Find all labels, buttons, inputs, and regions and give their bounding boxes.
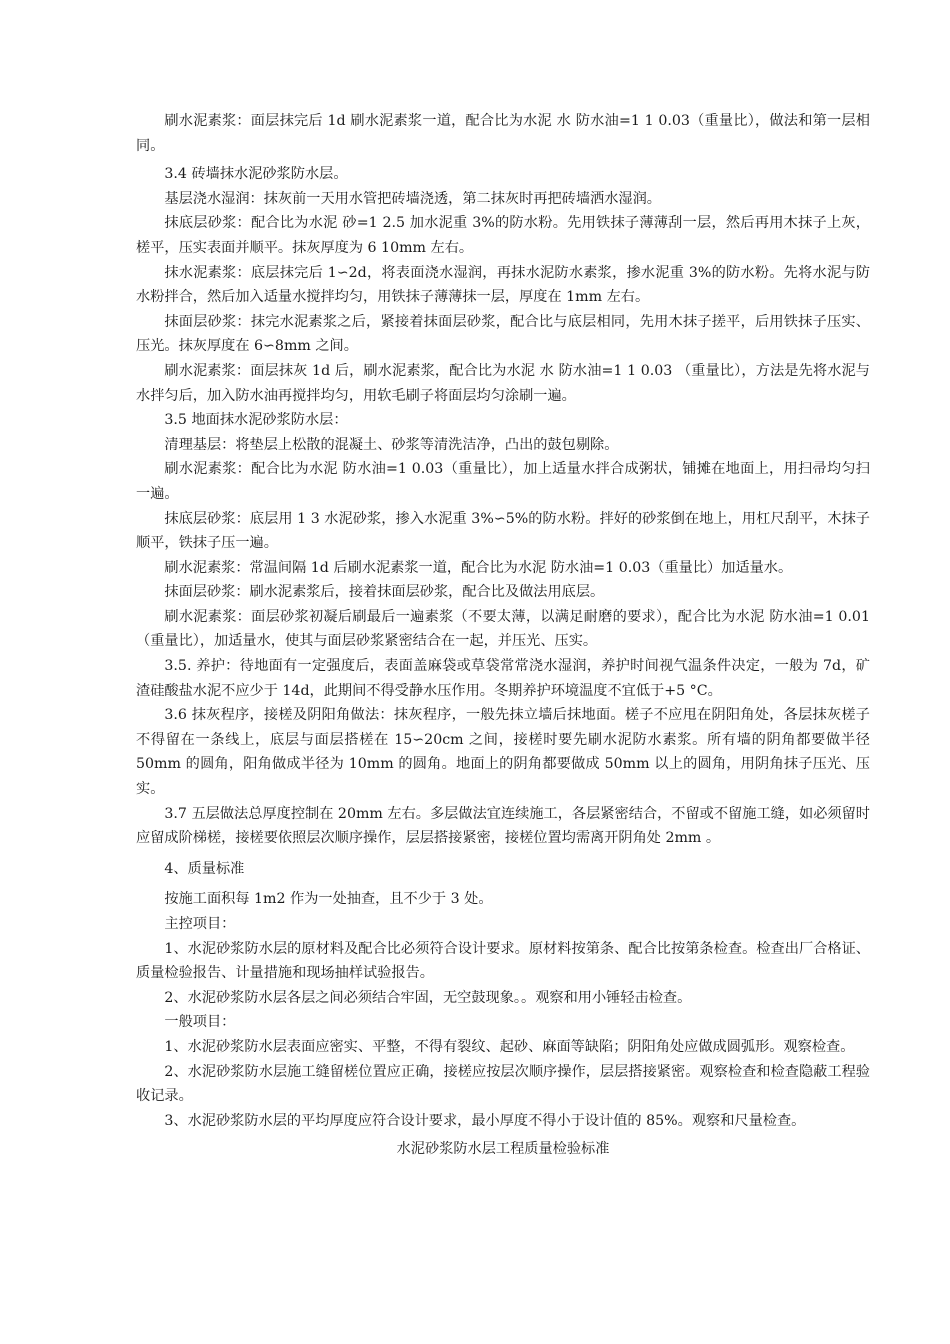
paragraph: 3、水泥砂浆防水层的平均厚度应符合设计要求，最小厚度不得小于设计值的 85%。观察和尺量检查。 xyxy=(164,1112,806,1129)
paragraph: 抹底层砂浆：底层用 1 3 水泥砂浆，掺入水泥重 3%∽5%的防水粉。拌好的砂浆倒在地上，用杠尺刮平，木抹子顺平，铁抹子压一遍。 xyxy=(136,510,870,552)
paragraph: 抹面层砂浆：抹完水泥素浆之后，紧接着抹面层砂浆，配合比与底层相同，先用木抹子搓平，后用铁抹子压实、压光。抹灰厚度在 6∽8mm 之间。 xyxy=(136,313,870,355)
paragraph: 3.5. 养护：待地面有一定强度后，表面盖麻袋或草袋常常浇水湿润，养护时间视气温条件决定，一般为 7d，矿渣硅酸盐水泥不应少于 14d，此期间不得受静水压作用。冬期养护环境温度不宜低于+5 °C。 xyxy=(136,658,870,699)
paragraph: 3.6 抹灰程序，接槎及阴阳角做法：抹灰程序，一般先抹立墙后抹地面。槎子不应甩在阴阳角处，各层抹灰槎子不得留在一条线上，底层与面层搭槎在 15∽20cm 之间，接槎时要先刷水泥防水素浆。所有墙的阴角都要做半径 50mm 的圆角，阳角做成半径为 10mm 的圆角。地面上的阴角都要做成 50mm 以上的圆角，用阴角抹子压光、压实。 xyxy=(136,707,870,798)
section-heading: 3.4 砖墙抹水泥砂浆防水层。 xyxy=(164,166,348,183)
document-body xyxy=(136,109,870,1162)
paragraph: 抹面层砂浆：刷水泥素浆后，接着抹面层砂浆，配合比及做法用底层。 xyxy=(164,584,605,601)
paragraph: 刷水泥素浆：面层砂浆初凝后刷最后一遍素浆（不要太薄，以满足耐磨的要求），配合比为水泥 防水油=1 0.01（重量比），加适量水，使其与面层砂浆紧密结合在一起，并压光、压实。 xyxy=(136,608,870,650)
paragraph: 2、水泥砂浆防水层各层之间必须结合牢固，无空鼓现象。。观察和用小锤轻击检查。 xyxy=(164,989,692,1006)
paragraph: 1、水泥砂浆防水层表面应密实、平整，不得有裂纹、起砂、麻面等缺陷；阴阳角处应做成圆弧形。观察检查。 xyxy=(164,1038,855,1055)
section-heading: 4、质量标准 xyxy=(164,860,245,877)
paragraph: 刷水泥素浆：配合比为水泥 防水油=1 0.03（重量比），加上适量水拌合成粥状，铺摊在地面上，用扫帚均匀扫一遍。 xyxy=(136,461,870,502)
paragraph: 清理基层：将垫层上松散的混凝土、砂浆等清洗洁净，凸出的鼓包剔除。 xyxy=(164,436,619,453)
table-caption: 水泥砂浆防水层工程质量检验标准 xyxy=(396,1141,610,1158)
paragraph: 1、水泥砂浆防水层的原材料及配合比必须符合设计要求。原材料按第条、配合比按第条检查。检查出厂合格证、质量检验报告、计量措施和现场抽样试验报告。 xyxy=(136,940,870,982)
subheading: 一般项目： xyxy=(164,1014,236,1031)
subheading: 主控项目： xyxy=(164,916,236,932)
paragraph: 按施工面积每 1m2 作为一处抽查，且不少于 3 处。 xyxy=(164,891,493,908)
paragraph: 刷水泥素浆：常温间隔 1d 后刷水泥素浆一道，配合比为水泥 防水油=1 0.03（重量比）加适量水。 xyxy=(164,559,793,576)
paragraph: 抹底层砂浆：配合比为水泥 砂=1 2.5 加水泥重 3%的防水粉。先用铁抹子薄薄刮一层，然后再用木抹子上灰，槎平，压实表面并顺平。抹灰厚度为 6 10mm 左右。 xyxy=(136,215,870,256)
paragraph: 抹水泥素浆：底层抹完后 1∽2d，将表面浇水湿润，再抹水泥防水素浆，掺水泥重 3%的防水粉。先将水泥与防水粉拌合，然后加入适量水搅拌均匀，用铁抹子薄薄抹一层，厚度在 1mm 左右。 xyxy=(136,264,870,306)
paragraph: 2、水泥砂浆防水层施工缝留槎位置应正确，接槎应按层次顺序操作，层层搭接紧密。观察检查和检查隐蔽工程验收记录。 xyxy=(136,1063,870,1105)
paragraph: 刷水泥素浆：面层抹完后 1d 刷水泥素浆一道，配合比为水泥 水 防水油=1 1 0.03（重量比），做法和第一层相同。 xyxy=(136,113,870,154)
paragraph: 基层浇水湿润：抹灰前一天用水管把砖墙浇透，第二抹灰时再把砖墙洒水湿润。 xyxy=(164,190,661,207)
paragraph: 3.7 五层做法总厚度控制在 20mm 左右。多层做法宜连续施工，各层紧密结合，不留或不留施工缝，如必须留时应留成阶梯槎，接槎要依照层次顺序操作，层层搭接紧密，接槎位置均需离开阴角处 2mm 。 xyxy=(136,805,870,847)
paragraph: 刷水泥素浆：面层抹灰 1d 后，刷水泥素浆，配合比为水泥 水 防水油=1 1 0.03 （重量比），方法是先将水泥与水拌匀后，加入防水油再搅拌均匀，用软毛刷子将面层均匀涂刷一遍。 xyxy=(136,362,870,404)
section-heading: 3.5 地面抹水泥砂浆防水层： xyxy=(164,412,348,429)
